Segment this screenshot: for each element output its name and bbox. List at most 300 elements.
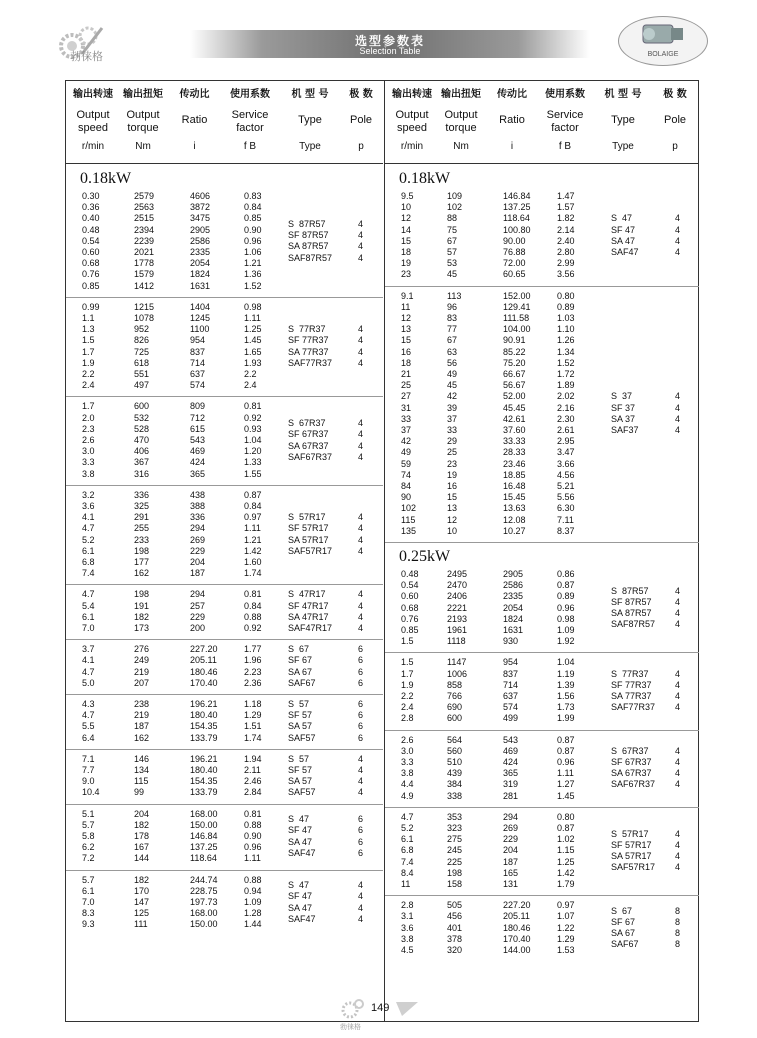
table-cell: 1.36	[244, 269, 262, 280]
pole-count: 4	[358, 545, 364, 556]
table-cell: 102	[447, 202, 463, 213]
table-cell: 3.8	[401, 933, 414, 944]
table-cell: 1.44	[244, 919, 262, 930]
table-cell: 1.11	[244, 523, 261, 534]
pole-count: 4	[358, 440, 364, 451]
table-cell: 1.20	[244, 446, 262, 457]
table-cell: 90.91	[503, 335, 526, 346]
header-unit-2: i	[510, 141, 514, 152]
table-cell: 57	[447, 247, 458, 257]
table-cell: 1.39	[557, 679, 575, 690]
table-cell: 7.0	[82, 896, 95, 907]
pole-count: 4	[358, 429, 364, 440]
header-unit-3: f B	[243, 141, 257, 152]
table-cell: 2.23	[244, 666, 262, 677]
table-cell: 1.47	[557, 191, 575, 201]
table-cell: 7.0	[82, 622, 95, 633]
model-type: SA 57R17	[611, 850, 652, 861]
table-cell: 0.86	[557, 569, 575, 579]
table-cell: 5.4	[82, 600, 95, 611]
table-cell: 1.10	[557, 324, 575, 335]
model-type: S 67	[288, 644, 310, 655]
power-rating: 0.18kW	[80, 170, 132, 187]
table-cell: 2.4	[244, 380, 257, 391]
table-cell: 7.4	[82, 568, 95, 579]
table-cell: 826	[134, 335, 150, 346]
table-cell: 0.96	[557, 756, 575, 767]
table-cell: 1961	[447, 625, 468, 635]
page-header	[0, 0, 757, 76]
table-cell: 25	[401, 380, 412, 391]
pole-count: 4	[358, 324, 364, 335]
table-cell: 2905	[503, 569, 524, 579]
table-cell: 2.8	[401, 713, 414, 724]
table-section	[66, 694, 383, 750]
table-cell: 56	[447, 357, 458, 368]
table-cell: 2.2	[82, 368, 95, 379]
table-cell: 1.29	[557, 933, 575, 944]
table-cell: 1.42	[244, 545, 262, 556]
header-unit-2: i	[193, 141, 196, 152]
table-cell: 9.5	[401, 191, 414, 201]
pole-count: 4	[358, 902, 364, 913]
table-cell: 33.33	[503, 436, 526, 447]
table-cell: 170.40	[503, 933, 531, 944]
table-cell: 228.75	[190, 885, 218, 896]
pole-count: 4	[358, 523, 364, 534]
table-cell: 0.87	[557, 580, 575, 591]
table-cell: 1.21	[244, 534, 262, 545]
model-type: S 47R17	[288, 589, 326, 600]
table-cell: 129.41	[503, 301, 531, 312]
table-cell: 3.8	[401, 768, 414, 779]
table-section	[385, 164, 699, 287]
table-cell: 83	[447, 312, 458, 323]
table-cell: 0.88	[244, 874, 262, 885]
table-cell: 1.51	[244, 721, 262, 732]
table-section	[385, 542, 699, 653]
table-cell: 168.00	[190, 908, 218, 919]
table-cell: 338	[447, 790, 463, 801]
pole-count: 8	[675, 939, 681, 950]
table-cell: 5.7	[82, 874, 95, 885]
table-cell: 233	[134, 534, 150, 545]
table-cell: 180.46	[503, 922, 531, 933]
table-cell: 37	[401, 424, 412, 435]
pole-count: 6	[358, 644, 364, 655]
table-cell: 177	[134, 556, 150, 567]
pole-count: 6	[358, 666, 364, 677]
table-section	[66, 164, 383, 298]
model-type: SF 87R57	[611, 597, 652, 607]
table-cell: 1.93	[244, 357, 262, 368]
table-cell: 207	[134, 677, 150, 688]
table-cell: 219	[134, 666, 150, 677]
table-cell: 1.45	[244, 335, 262, 346]
table-cell: 66.67	[503, 368, 526, 379]
model-type: SF 57	[288, 710, 313, 721]
table-cell: 7.4	[401, 856, 414, 867]
model-type: SAF67R37	[288, 451, 333, 462]
table-cell: 154.35	[190, 721, 218, 732]
table-cell: 1.45	[557, 790, 575, 801]
table-cell: 5.7	[82, 819, 95, 830]
table-cell: 406	[134, 446, 150, 457]
table-cell: 8.37	[557, 525, 575, 536]
table-cell: 0.92	[244, 412, 262, 423]
header-unit-1: Nm	[453, 141, 469, 152]
pole-count: 4	[358, 252, 364, 263]
table-cell: 1579	[134, 269, 155, 280]
table-cell: 146.84	[190, 830, 218, 841]
header-zh-2: 传动比	[179, 89, 210, 100]
pole-count: 4	[358, 913, 364, 924]
table-cell: 72.00	[503, 258, 526, 269]
model-type: S 57R17	[288, 512, 326, 523]
table-cell: 45	[447, 269, 458, 280]
table-cell: 600	[447, 713, 463, 724]
model-type: S 47	[288, 814, 310, 825]
table-cell: 637	[190, 368, 206, 379]
table-cell: 2.61	[557, 424, 575, 435]
table-cell: 1.56	[557, 690, 575, 701]
table-cell: 497	[134, 380, 150, 391]
table-cell: 294	[503, 811, 519, 822]
table-cell: 150.00	[190, 819, 218, 830]
table-cell: 1.7	[82, 401, 95, 412]
table-cell: 1.25	[244, 324, 262, 335]
model-type: SA 87R57	[611, 608, 652, 619]
table-cell: 276	[134, 644, 150, 655]
table-cell: 4.1	[82, 512, 95, 523]
model-type: S 77R37	[611, 668, 649, 679]
model-type: S 87R57	[288, 219, 326, 229]
table-cell: 3.3	[82, 457, 95, 468]
pole-count: 4	[358, 241, 364, 252]
header-unit-5: p	[672, 141, 678, 152]
table-section	[385, 652, 699, 730]
table-cell: 510	[447, 756, 463, 767]
header-zh-4: 机 型 号	[604, 89, 642, 100]
table-cell: 1412	[134, 280, 155, 291]
table-cell: 1.1	[82, 312, 95, 323]
brand-logo	[618, 16, 708, 66]
table-cell: 0.89	[557, 301, 575, 312]
table-cell: 18.85	[503, 469, 526, 480]
table-cell: 204	[134, 808, 150, 819]
table-cell: 13.63	[503, 503, 526, 514]
table-cell: 2.8	[401, 900, 414, 911]
table-cell: 76.88	[503, 247, 526, 257]
table-cell: 4.5	[401, 944, 414, 955]
table-cell: 113	[447, 290, 462, 301]
table-cell: 2905	[190, 224, 211, 235]
table-cell: 1006	[447, 668, 468, 679]
header-zh-0: 输出转速	[73, 89, 113, 100]
table-cell: 0.97	[557, 900, 575, 911]
table-cell: 424	[503, 756, 519, 767]
table-cell: 1.11	[244, 312, 261, 323]
table-cell: 6.2	[82, 842, 95, 853]
table-cell: 52.00	[503, 391, 526, 402]
table-cell: 2239	[134, 235, 155, 246]
pole-count: 8	[675, 928, 681, 939]
table-cell: 0.30	[82, 191, 100, 201]
table-cell: 319	[503, 779, 519, 790]
table-cell: 6.4	[82, 732, 95, 743]
pole-count: 4	[358, 776, 364, 787]
model-type: SAF47	[611, 247, 639, 257]
model-type: S 87R57	[611, 585, 649, 596]
table-cell: 10.4	[82, 787, 100, 798]
pole-count: 4	[675, 413, 681, 424]
table-section	[66, 485, 383, 586]
table-cell: 0.54	[82, 235, 100, 246]
table-cell: 6.30	[557, 503, 575, 514]
header-en-2: Ratio	[181, 114, 208, 126]
table-cell: 439	[447, 768, 463, 779]
table-cell: 1.18	[244, 699, 262, 709]
table-cell: 11	[401, 878, 411, 889]
table-cell: 637	[503, 690, 519, 701]
table-cell: 75	[447, 224, 458, 235]
table-cell: 12	[401, 213, 412, 224]
table-cell: 0.76	[401, 613, 419, 624]
pole-count: 6	[358, 836, 364, 847]
header-zh-0: 输出转速	[392, 89, 432, 100]
table-cell: 3.7	[82, 644, 95, 655]
table-cell: 0.81	[244, 808, 262, 819]
table-cell: 45.45	[503, 402, 526, 413]
table-cell: 930	[503, 636, 519, 647]
table-cell: 0.97	[244, 512, 262, 523]
pole-count: 6	[358, 825, 364, 836]
table-cell: 15.45	[503, 492, 526, 503]
table-cell: 2.4	[82, 380, 95, 391]
footer-gear-icon	[340, 998, 366, 1020]
pole-count: 4	[675, 828, 681, 839]
table-cell: 245	[447, 845, 463, 856]
header-zh-5: 极 数	[663, 89, 687, 100]
table-cell: 19	[447, 469, 458, 480]
model-type: SA 77R37	[611, 690, 652, 701]
table-cell: 954	[503, 657, 519, 668]
table-cell: 725	[134, 346, 150, 357]
table-cell: 27	[401, 391, 412, 402]
table-cell: 2335	[190, 247, 211, 257]
table-cell: 8.4	[401, 867, 414, 878]
table-cell: 56.67	[503, 380, 526, 391]
table-cell: 1.92	[557, 636, 575, 647]
table-cell: 1.72	[557, 368, 575, 379]
pole-count: 4	[675, 213, 681, 224]
table-cell: 1.11	[244, 853, 261, 864]
table-cell: 1.34	[557, 346, 575, 357]
table-cell: 16.48	[503, 480, 526, 491]
table-cell: 0.85	[401, 625, 419, 635]
pole-count: 4	[675, 745, 681, 756]
table-cell: 118.64	[190, 853, 217, 864]
model-type: SF 67R37	[611, 756, 652, 767]
table-cell: 1.53	[557, 944, 575, 955]
header-en-5: Pole	[349, 114, 373, 126]
table-cell: 18	[401, 247, 412, 257]
table-cell: 168.00	[190, 808, 218, 819]
table-cell: 1.28	[244, 908, 262, 919]
table-cell: 1078	[134, 312, 155, 323]
table-cell: 766	[447, 690, 463, 701]
table-cell: 1.7	[82, 346, 95, 357]
table-cell: 257	[190, 600, 206, 611]
header-unit-0: r/min	[81, 141, 105, 152]
table-cell: 125	[134, 908, 150, 919]
table-cell: 198	[134, 589, 150, 600]
table-cell: 5.2	[401, 822, 414, 833]
table-cell: 353	[447, 811, 463, 822]
pole-count: 4	[675, 402, 681, 413]
model-type: SAF87R57	[611, 619, 656, 630]
table-cell: 291	[134, 512, 150, 523]
table-cell: 1.02	[557, 834, 575, 845]
table-cell: 205.11	[190, 655, 217, 666]
table-cell: 1.07	[557, 911, 575, 922]
header-unit-3: f B	[558, 141, 572, 152]
model-type: SAF67	[288, 677, 316, 688]
pole-count: 4	[358, 418, 364, 429]
model-type: SF 77R37	[288, 335, 329, 346]
model-type: SAF57	[288, 732, 316, 743]
table-cell: 6.1	[82, 885, 95, 896]
table-cell: 3.8	[82, 468, 95, 479]
table-cell: 1.52	[244, 280, 262, 291]
table-cell: 19	[401, 258, 412, 269]
header-unit-1: Nm	[135, 141, 151, 152]
pole-count: 4	[675, 585, 681, 596]
pole-count: 4	[675, 702, 681, 713]
table-cell: 244.74	[190, 874, 218, 885]
pole-count: 4	[358, 357, 364, 368]
table-cell: 2.2	[244, 368, 257, 379]
table-cell: 1.79	[557, 878, 575, 889]
header-zh-1: 输出扭矩	[123, 89, 163, 100]
table-cell: 0.81	[244, 401, 262, 412]
table-cell: 1824	[190, 269, 211, 280]
table-cell: 0.87	[244, 489, 262, 500]
table-cell: 712	[190, 412, 206, 423]
table-cell: 0.98	[244, 301, 262, 312]
table-section	[66, 584, 383, 640]
table-cell: 0.60	[82, 247, 100, 257]
model-type: SF 57R17	[611, 839, 652, 850]
table-header	[66, 81, 383, 164]
table-cell: 5.0	[82, 677, 95, 688]
table-cell: 560	[447, 745, 463, 756]
table-cell: 4.7	[82, 589, 95, 600]
table-section	[385, 807, 699, 896]
table-cell: 135	[401, 525, 417, 536]
table-cell: 198	[134, 545, 150, 556]
table-cell: 63	[447, 346, 458, 357]
table-cell: 1.60	[244, 556, 262, 567]
model-type: SF 67	[611, 916, 636, 927]
header-en-4: Type	[611, 114, 635, 126]
power-rating: 0.25kW	[399, 548, 451, 565]
table-cell: 0.60	[401, 591, 419, 602]
header-unit-4: Type	[612, 141, 634, 152]
model-type: SF 57R17	[288, 523, 329, 534]
model-type: SA 67R37	[611, 768, 652, 779]
table-cell: 158	[447, 878, 463, 889]
pole-count: 6	[358, 677, 364, 688]
table-section	[66, 396, 383, 485]
table-cell: 4.7	[401, 811, 414, 822]
table-cell: 0.68	[82, 258, 100, 269]
pole-count: 4	[675, 862, 681, 873]
pole-count: 4	[675, 768, 681, 779]
table-cell: 8.3	[82, 908, 95, 919]
model-type: SA 57R17	[288, 534, 329, 545]
table-cell: 200	[190, 622, 206, 633]
table-cell: 12.08	[503, 514, 526, 525]
table-cell: 5.1	[82, 808, 95, 819]
pole-count: 4	[358, 512, 364, 523]
table-cell: 456	[447, 911, 463, 922]
model-type: SA 67	[288, 666, 313, 677]
pole-count: 4	[675, 391, 681, 402]
table-cell: 2.16	[557, 402, 575, 413]
model-type: SA 67R37	[288, 440, 329, 451]
table-cell: 1.73	[557, 702, 575, 713]
pole-count: 4	[675, 668, 681, 679]
table-cell: 2.30	[557, 413, 575, 424]
table-cell: 528	[134, 423, 150, 434]
table-cell: 67	[447, 335, 458, 346]
table-cell: 42	[447, 391, 458, 402]
table-cell: 600	[134, 401, 150, 412]
header-en-3: Service factor	[231, 109, 269, 134]
table-cell: 574	[190, 380, 206, 391]
table-cell: 74	[401, 469, 412, 480]
model-type: SF 37	[611, 402, 636, 413]
pole-count: 6	[358, 699, 364, 709]
model-type: SF 57	[288, 764, 313, 775]
table-cell: 7.2	[82, 853, 95, 864]
table-cell: 3.3	[401, 756, 414, 767]
table-cell: 809	[190, 401, 206, 412]
table-cell: 2335	[503, 591, 524, 602]
table-section	[66, 297, 383, 398]
pole-count: 4	[358, 451, 364, 462]
table-cell: 0.84	[244, 500, 262, 511]
header-zh-3: 使用系数	[230, 89, 270, 100]
table-cell: 67	[447, 235, 458, 246]
table-cell: 551	[134, 368, 150, 379]
table-cell: 167	[134, 842, 150, 853]
table-section	[66, 749, 383, 805]
pole-count: 4	[675, 756, 681, 767]
table-cell: 2221	[447, 602, 468, 613]
pole-count: 4	[675, 608, 681, 619]
table-cell: 28.33	[503, 447, 526, 458]
pole-count: 4	[675, 619, 681, 630]
model-type: SF 47	[611, 224, 636, 235]
table-cell: 1.89	[557, 380, 575, 391]
table-cell: 4.9	[401, 790, 414, 801]
header-en-1: Output torque	[444, 109, 478, 134]
table-cell: 31	[401, 402, 412, 413]
table-cell: 2.80	[557, 247, 575, 257]
table-cell: 205.11	[503, 911, 530, 922]
